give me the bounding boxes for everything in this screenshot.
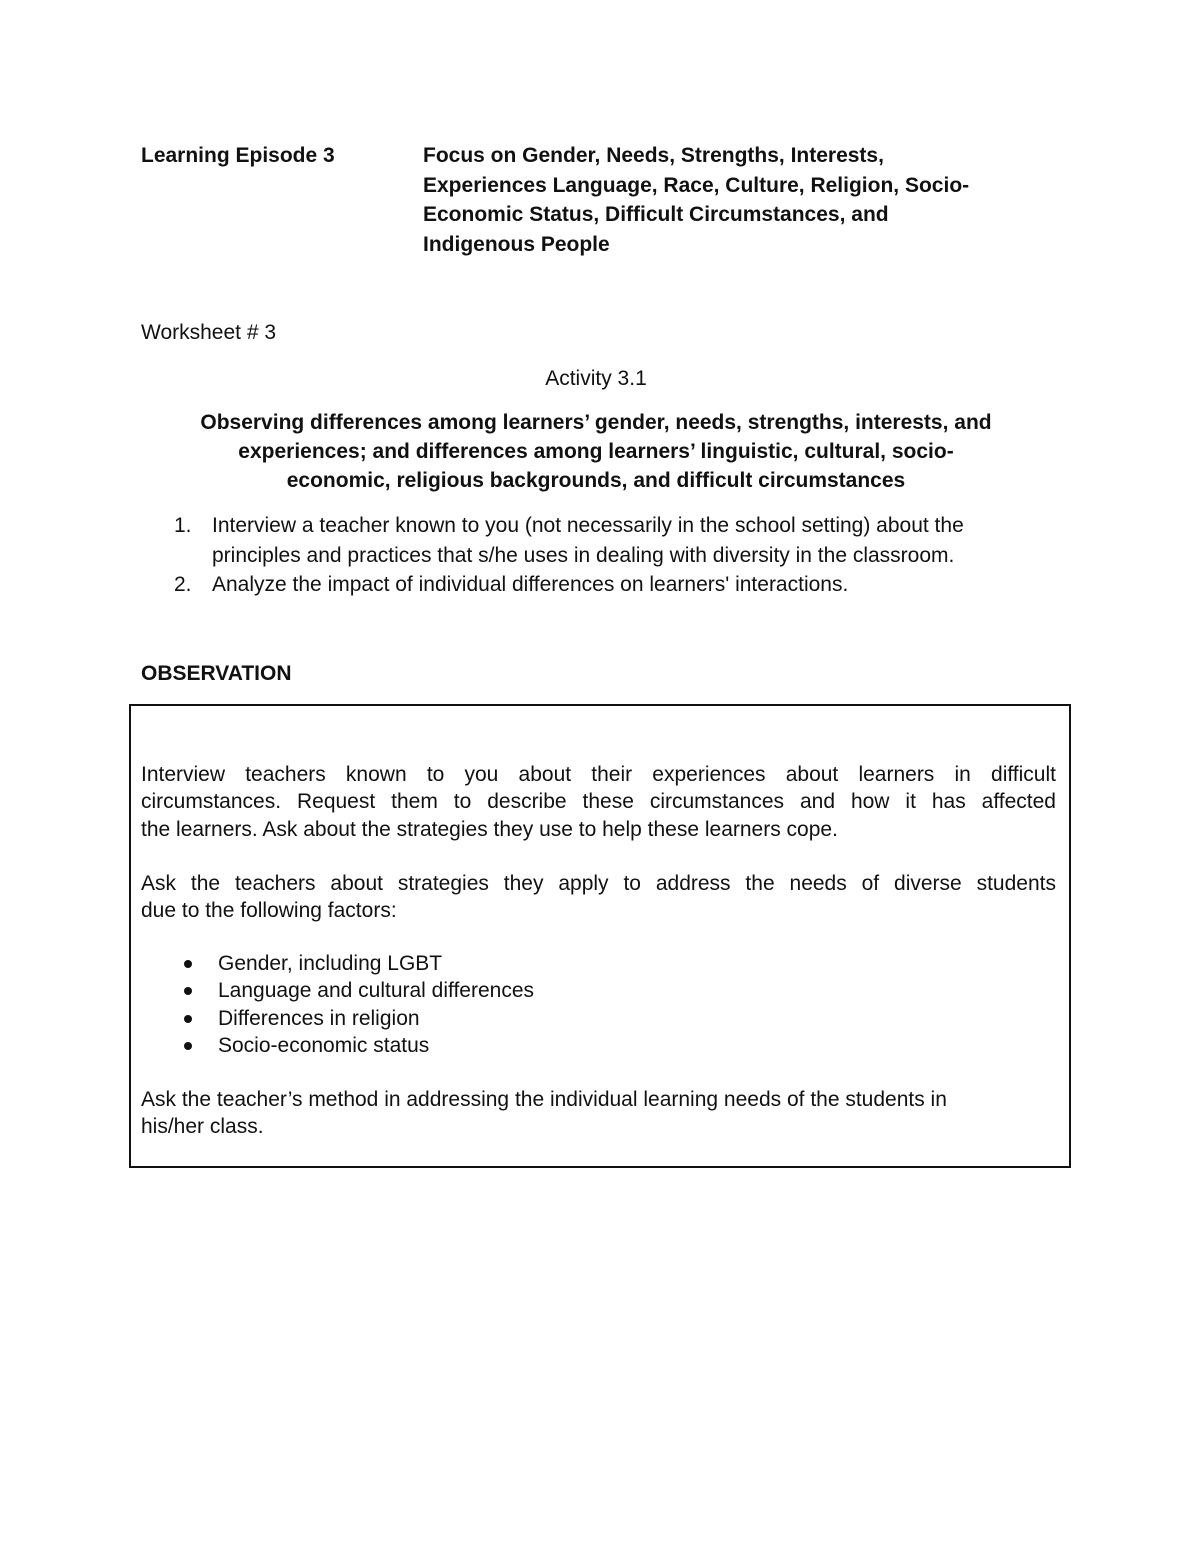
activity-title-line: Observing differences among learners’ gender, needs, strengths, interests, and <box>200 411 992 434</box>
observation-heading: OBSERVATION <box>141 662 292 685</box>
factor-text: Gender, including LGBT <box>218 952 443 975</box>
worksheet-number: Worksheet # 3 <box>141 321 277 344</box>
factor-item <box>181 950 534 977</box>
task-number: 1. <box>174 514 192 537</box>
factor-item <box>181 1005 534 1032</box>
observation-text-line: the learners. Ask about the strategies they use to help these learners cope. <box>141 817 838 841</box>
factor-text: Language and cultural differences <box>218 979 535 1003</box>
task-item <box>174 570 1074 600</box>
episode-focus-line: Focus on Gender, Needs, Strengths, Interests, <box>423 144 884 167</box>
factor-text: Socio-economic status <box>218 1033 430 1057</box>
factor-text: Differences in religion <box>218 1006 420 1030</box>
activity-label: Activity 3.1 <box>545 367 647 390</box>
task-list <box>174 511 1074 600</box>
task-text-line: Analyze the impact of individual differences on learners' interactions. <box>212 573 849 596</box>
factor-item <box>181 1032 534 1059</box>
observation-text-line: Ask the teacher’s method in addressing the individual learning needs of the students in <box>141 1088 947 1111</box>
factor-list <box>181 950 534 1059</box>
episode-focus-title <box>423 141 1063 259</box>
task-item <box>174 511 1074 570</box>
activity-title-line: experiences; and differences among learners’ linguistic, cultural, socio- <box>238 440 954 463</box>
activity-title <box>120 408 1072 495</box>
activity-title-line: economic, religious backgrounds, and difficult circumstances <box>286 469 906 492</box>
factor-item <box>181 977 534 1004</box>
episode-focus-line: Indigenous People <box>423 232 610 256</box>
task-text-line: principles and practices that s/he uses in dealing with diversity in the classroom. <box>212 543 955 567</box>
observation-paragraph <box>141 870 1056 925</box>
observation-text-line: Interview teachers known to you about their experiences about learners in difficult <box>141 763 1056 786</box>
observation-paragraph <box>141 761 1056 843</box>
observation-paragraph <box>141 1086 1056 1141</box>
episode-label: Learning Episode 3 <box>141 144 335 167</box>
task-number: 2. <box>174 573 192 596</box>
task-text-line: Interview a teacher known to you (not necessarily in the school setting) about the <box>212 514 964 537</box>
observation-text-line: circumstances. Request them to describe these circumstances and how it has affected <box>141 790 1056 814</box>
bullet-icon <box>184 987 192 995</box>
episode-focus-line: Experiences Language, Race, Culture, Religion, Socio- <box>423 173 970 197</box>
bullet-icon <box>184 1042 192 1050</box>
observation-text-line: Ask the teachers about strategies they apply to address the needs of diverse students <box>141 872 1056 895</box>
bullet-icon <box>184 1015 192 1023</box>
episode-focus-line: Economic Status, Difficult Circumstances, and <box>423 203 889 226</box>
bullet-icon <box>184 960 192 968</box>
observation-text-line: due to the following factors: <box>141 899 397 923</box>
observation-text-line: his/her class. <box>141 1115 264 1139</box>
